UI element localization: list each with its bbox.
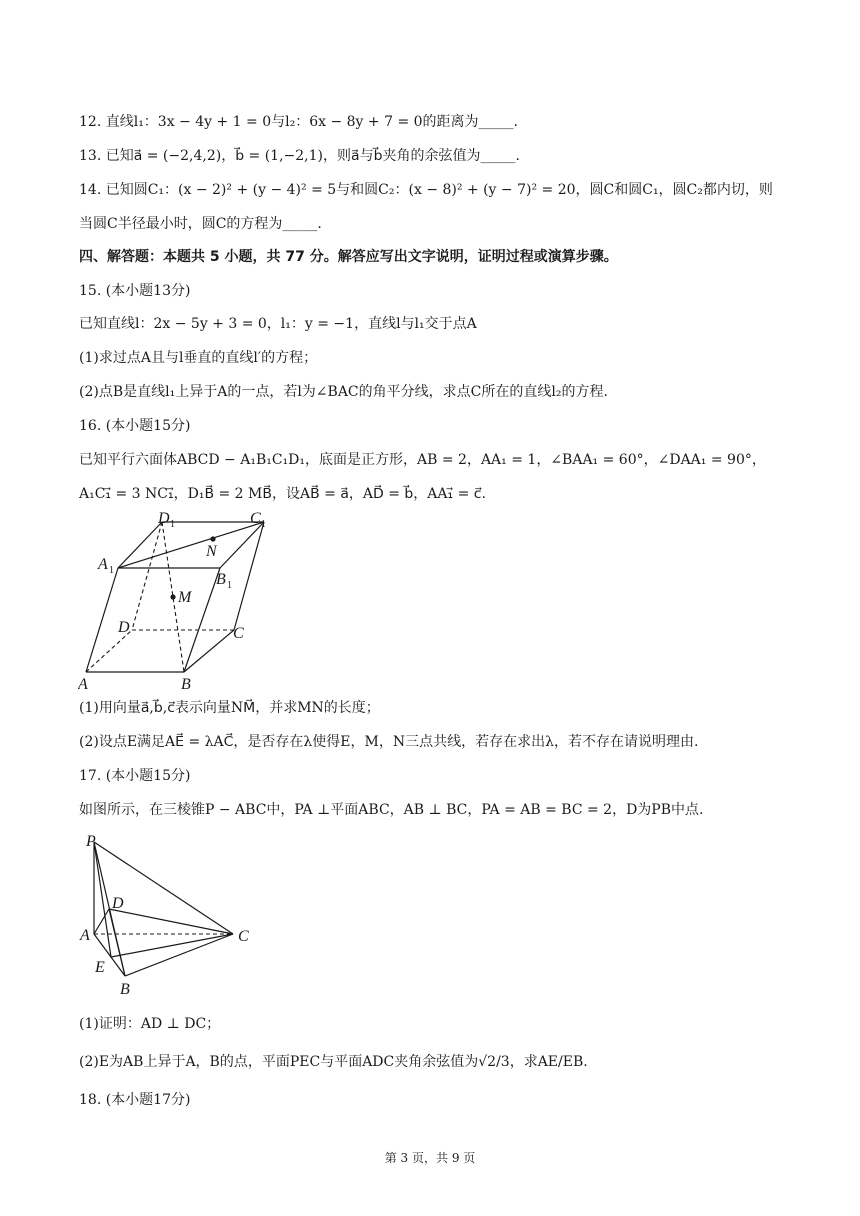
label-a: A [80,927,90,944]
label-p: P [86,833,96,850]
label-c1: C [250,510,261,527]
label-d1: D [158,510,170,527]
question-16-heading: 16. (本小题15分) [79,418,191,434]
label-b: B [120,981,130,998]
label-c: C [238,928,249,945]
point-m [170,594,175,599]
question-15-stem: 已知直线l：2x − 5y + 3 = 0，l₁：y = −1，直线l与l₁交于点A [79,316,477,332]
question-17-part1: (1)证明：AD ⊥ DC； [79,1016,221,1032]
question-16-part2: (2)设点E满足AE⃗ = λAC⃗，是否存在λ使得E，M，N三点共线，若存在求出λ，若不存在请说明理由. [79,734,699,750]
label-a1: A [98,556,108,573]
label-n: N [206,543,217,560]
question-18-heading: 18. (本小题17分) [79,1092,191,1108]
question-16-stem-line1: 已知平行六面体ABCD − A₁B₁C₁D₁，底面是正方形，AB = 2，AA₁ = 1，∠BAA₁ = 60°，∠DAA₁ = 90°， [79,452,766,468]
svg-text:1: 1 [109,565,114,576]
question-16-part1: (1)用向量a⃗,b⃗,c⃗表示向量NM⃗，并求MN的长度； [79,700,380,716]
question-16-stem-line2: A₁C₁⃗ = 3 NC₁⃗，D₁B⃗ = 2 MB⃗，设AB⃗ = a⃗，AD⃗ = b⃗，AA₁⃗ = c⃗. [79,486,486,502]
question-15-heading: 15. (本小题13分) [79,283,191,299]
question-17-part2: (2)E为AB上异于A，B的点，平面PEC与平面ADC夹角余弦值为√2/3，求AE/EB. [79,1054,588,1070]
section-4-heading: 四、解答题：本题共 5 小题，共 77 分。解答应写出文字说明，证明过程或演算步骤。 [79,249,618,265]
label-a: A [78,676,88,693]
label-b: B [181,676,191,693]
question-17-heading: 17. (本小题15分) [79,768,191,784]
label-d: D [112,895,124,912]
question-14-line1: 14. 已知圆C₁：(x − 2)² + (y − 4)² = 5与和圆C₂：(x − 8)² + (y − 7)² = 20，圆C和圆C₁，圆C₂都内切，则 [79,182,773,198]
question-17-stem: 如图所示，在三棱锥P − ABC中，PA ⊥平面ABC，AB ⊥ BC，PA = AB = BC = 2，D为PB中点. [79,802,704,818]
page-footer: 第 3 页，共 9 页 [384,1151,476,1165]
label-d: D [118,619,130,636]
svg-text:1: 1 [170,519,175,530]
question-13: 13. 已知a⃗ = (−2,4,2)，b⃗ = (1,−2,1)，则a⃗与b⃗夹角的余弦值为_____. [79,148,520,164]
tetrahedron-figure [78,830,268,1000]
svg-text:1: 1 [227,580,232,591]
question-14-line2: 当圆C半径最小时，圆C的方程为_____. [79,216,322,232]
svg-text:1: 1 [261,519,266,530]
question-15-part1: (1)求过点A且与l垂直的直线l′的方程； [79,350,318,366]
parallelepiped-figure [78,505,278,695]
point-n [210,536,215,541]
question-15-part2: (2)点B是直线l₁上异于A的一点，若l为∠BAC的角平分线，求点C所在的直线l₂的方程. [79,384,608,400]
label-m: M [178,589,192,606]
label-c: C [233,625,244,642]
label-e: E [95,959,105,976]
question-12: 12. 直线l₁：3x − 4y + 1 = 0与l₂：6x − 8y + 7 = 0的距离为_____. [79,114,518,130]
label-b1: B [216,571,226,588]
